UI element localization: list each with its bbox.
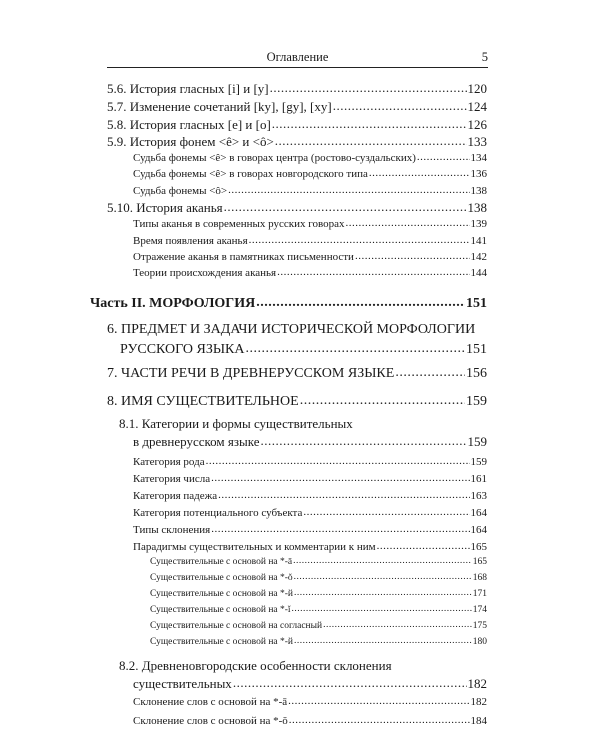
toc-entry-title-continued: в древнерусском языке [133, 434, 260, 449]
toc-entry-page: 142 [470, 251, 487, 263]
toc-entry-title: Категория числа [133, 473, 211, 485]
header-title: Оглавление [266, 50, 329, 64]
toc-entry-page: 164 [470, 507, 487, 519]
toc-leader [277, 266, 469, 278]
toc-entry-page: 171 [472, 589, 487, 599]
toc-leader [294, 572, 472, 582]
toc-entry-title: Склонение слов с основой на *-ŏ [133, 715, 288, 727]
toc-entry-title: Категория рода [133, 456, 205, 468]
toc-entry[interactable] [133, 218, 487, 230]
toc-leader [293, 556, 472, 566]
toc-entry-title: Время появления аканья [133, 235, 248, 247]
toc-leader [395, 365, 465, 381]
toc-leader [355, 250, 470, 262]
toc-leader [246, 339, 466, 359]
toc-entry-page: 159 [470, 456, 487, 468]
toc-entry-title: Существительные с основой на *-ĭ [150, 605, 291, 615]
toc-section[interactable] [119, 415, 487, 451]
toc-entry-title: Судьба фонемы <ê> в говорах центра (ростово-суздальских) [133, 152, 416, 164]
toc-leader [289, 714, 470, 726]
toc-entry-title: 8.2. Древненовгородские особенности склонения [119, 658, 392, 673]
toc-entry[interactable] [133, 185, 487, 197]
header-page-number: 5 [481, 50, 488, 64]
toc-entry[interactable] [133, 507, 487, 519]
toc-leader [292, 604, 472, 614]
toc-entry[interactable] [133, 473, 487, 485]
toc-entry[interactable] [133, 490, 487, 502]
toc-entry[interactable] [107, 81, 487, 97]
toc-entry[interactable] [133, 715, 487, 727]
toc-chapter[interactable] [107, 366, 487, 382]
toc-entry-page: 182 [470, 696, 487, 708]
toc-entry[interactable] [107, 99, 487, 115]
toc-entry-title: 8. ИМЯ СУЩЕСТВИТЕЛЬНОЕ [107, 394, 299, 409]
toc-entry-page: 134 [470, 152, 487, 164]
toc-leader [417, 151, 470, 163]
toc-entry-page: 182 [467, 676, 487, 691]
toc-entry[interactable] [133, 267, 487, 279]
toc-entry-title: 7. ЧАСТИ РЕЧИ В ДРЕВНЕРУССКОМ ЯЗЫКЕ [107, 366, 395, 381]
toc-entry-page: 174 [472, 605, 487, 615]
toc-entry-title: Существительные с основой на согласный [150, 621, 323, 631]
toc-leader [346, 217, 470, 229]
toc-entry-title: 5.8. История гласных [e] и [o] [107, 117, 271, 132]
toc-leader [218, 489, 469, 501]
toc-entry-title: Существительные с основой на *-ā [150, 557, 293, 567]
toc-entry-title: Теории происхождения аканья [133, 267, 277, 279]
toc-leader [211, 472, 469, 484]
toc-section[interactable] [119, 657, 487, 693]
toc-subentry[interactable] [150, 573, 487, 583]
toc-entry-title: 8.1. Категории и формы существительных [119, 416, 353, 431]
toc-entry-title: Типы аканья в современных русских говорах [133, 218, 345, 230]
toc-entry-page: 159 [466, 394, 487, 409]
toc-entry-title: Типы склонения [133, 524, 211, 536]
toc-entry-title: 6. ПРЕДМЕТ И ЗАДАЧИ ИСТОРИЧЕСКОЙ МОРФОЛОГИИ [107, 322, 476, 337]
toc-entry-page: 136 [470, 168, 487, 180]
toc-entry-page: 138 [470, 185, 487, 197]
toc-subentry[interactable] [150, 605, 487, 615]
toc-chapter[interactable] [107, 394, 487, 410]
toc-entry-page: 165 [472, 557, 487, 567]
toc-entry[interactable] [107, 200, 487, 216]
toc-chapter[interactable] [107, 320, 487, 360]
toc-entry-title: Категория падежа [133, 490, 218, 502]
toc-entry-title: Склонение слов с основой на *-ā [133, 696, 288, 708]
toc-entry-title: Судьба фонемы <ê> в говорах новгородского типа [133, 168, 368, 180]
toc-entry-title: Существительные с основой на *-й [150, 589, 293, 599]
toc-entry[interactable] [133, 456, 487, 468]
toc-entry-title: Существительные с основой на *-ŏ [150, 573, 293, 583]
toc-entry-page: 184 [470, 715, 487, 727]
toc-leader [233, 674, 467, 692]
toc-entry-page: 165 [470, 541, 487, 553]
toc-entry-page: 161 [470, 473, 487, 485]
toc-entry-page: 180 [472, 637, 487, 647]
toc-entry-title: 5.7. Изменение сочетаний [ky], [gy], [xy] [107, 99, 332, 114]
toc-entry-title-continued: существительных [133, 676, 232, 691]
toc-subentry[interactable] [150, 557, 487, 567]
toc-leader [224, 199, 467, 215]
toc-entry-title: 5.10. История аканья [107, 200, 223, 215]
toc-entry-page: 138 [467, 200, 487, 215]
toc-entry-page: 124 [467, 99, 487, 114]
toc-entry-page: 151 [466, 296, 487, 311]
toc-entry-page: 144 [470, 267, 487, 279]
toc-leader [270, 80, 467, 96]
toc-leader [300, 393, 465, 409]
toc-entry-page: 151 [466, 342, 487, 357]
toc-entry[interactable] [133, 152, 487, 164]
toc-entry-page: 168 [472, 573, 487, 583]
toc-leader [294, 636, 472, 646]
toc-entry[interactable] [107, 117, 487, 133]
toc-entry-title: Категория потенциального субъекта [133, 507, 303, 519]
toc-entry-title: Часть II. МОРФОЛОГИЯ [90, 296, 256, 311]
toc-entry-page: 175 [472, 621, 487, 631]
toc-entry-title: 5.9. История фонем <ê> и <ô> [107, 134, 274, 149]
toc-entry-page: 139 [470, 218, 487, 230]
toc-part-heading[interactable] [90, 296, 487, 312]
toc-subentry[interactable] [150, 589, 487, 599]
toc-leader [228, 184, 469, 196]
toc-entry-title: 5.6. История гласных [i] и [y] [107, 81, 269, 96]
toc-entry[interactable] [133, 696, 487, 708]
toc-leader [303, 506, 469, 518]
toc-leader [206, 455, 470, 467]
toc-leader [249, 234, 470, 246]
toc-leader [294, 588, 472, 598]
toc-leader [211, 523, 469, 535]
toc-entry-page: 141 [470, 235, 487, 247]
toc-entry[interactable] [107, 134, 487, 150]
toc-entry-title: Отражение аканья в памятниках письменности [133, 251, 354, 263]
toc-entry[interactable] [133, 524, 487, 536]
toc-entry-page: 159 [467, 434, 487, 449]
toc-leader [288, 695, 469, 707]
toc-subentry[interactable] [150, 637, 487, 647]
toc-leader [272, 116, 467, 132]
toc-entry[interactable] [133, 235, 487, 247]
toc-leader [256, 295, 465, 311]
toc-entry-page: 163 [470, 490, 487, 502]
toc-leader [377, 540, 470, 552]
toc-entry-title: Парадигмы существительных и комментарии к ним [133, 541, 376, 553]
toc-leader [369, 167, 470, 179]
toc-entry[interactable] [133, 168, 487, 180]
toc-subentry[interactable] [150, 621, 487, 631]
toc-entry-title: Существительные с основой на *-й [150, 637, 293, 647]
toc-entry-page: 164 [470, 524, 487, 536]
toc-leader [261, 432, 467, 450]
toc-entry-page: 156 [466, 366, 487, 381]
toc-entry-page: 120 [467, 81, 487, 96]
toc-leader [323, 620, 472, 630]
toc-leader [275, 133, 467, 149]
toc-entry-title-continued: РУССКОГО ЯЗЫКА [120, 342, 245, 357]
toc-entry-page: 126 [467, 117, 487, 132]
toc-leader [333, 98, 467, 114]
toc-entry-title: Судьба фонемы <ô> [133, 185, 228, 197]
toc-entry[interactable] [133, 251, 487, 263]
toc-entry-page: 133 [467, 134, 487, 149]
toc-entry[interactable] [133, 541, 487, 553]
